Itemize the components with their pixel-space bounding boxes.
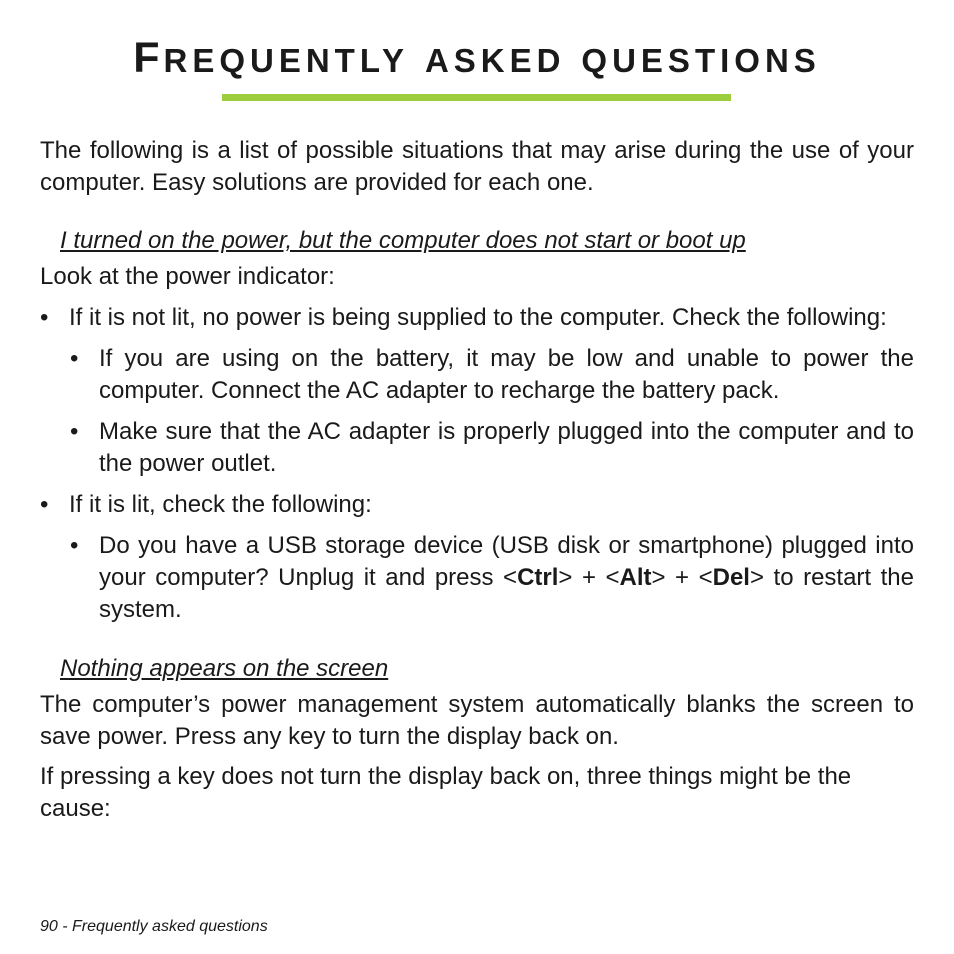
list-item-usb	[40, 530, 914, 626]
title-word-3: QUESTIONS	[581, 42, 821, 79]
intro-paragraph: The following is a list of possible situations that may arise during the use of your computer. Easy solutions are provided for each one.	[40, 137, 914, 196]
list-item-adapter	[40, 416, 914, 480]
key-separator: > + <	[651, 564, 713, 591]
section-heading-power: I turned on the power, but the computer does not start or boot up	[60, 227, 746, 254]
list-item-battery	[40, 343, 914, 407]
bullet-marker: •	[70, 532, 79, 559]
section-heading-screen: Nothing appears on the screen	[60, 655, 389, 682]
bullet-marker: •	[40, 491, 49, 518]
bullet-marker: •	[70, 418, 79, 445]
list-item-text: If it is lit, check the following:	[69, 491, 372, 518]
bullet-marker: •	[70, 345, 79, 372]
page-content	[40, 135, 914, 825]
bullet-marker: •	[40, 304, 49, 331]
list-item-is-lit	[40, 489, 914, 521]
list-item-not-lit	[40, 302, 914, 334]
list-item-text: If it is not lit, no power is being supplied to the computer. Check the following:	[69, 304, 887, 331]
key-del: Del	[712, 564, 750, 591]
usb-text-start: Do you have a USB storage device (USB disk or smartphone) plugged into your computer? Unplug it and press <	[99, 532, 914, 591]
list-item-text: Make sure that the AC adapter is properly plugged into the computer and to the power outlet.	[99, 418, 914, 477]
page-title	[0, 30, 954, 89]
power-lead-text: Look at the power indicator:	[40, 263, 335, 290]
list-item-text: If you are using on the battery, it may be low and unable to power the computer. Connect the AC adapter to recharge the battery pack.	[99, 345, 914, 404]
title-word-1-rest: REQUENTLY	[163, 42, 409, 79]
page-footer: 90 - Frequently asked questions	[40, 918, 268, 935]
title-word-2: ASKED	[424, 42, 566, 79]
power-bullet-list	[40, 302, 914, 626]
title-underline-rule	[222, 94, 731, 101]
usb-text-end: > to restart the system.	[99, 564, 914, 623]
key-alt: Alt	[619, 564, 652, 591]
screen-paragraph-1: The computer’s power management system automatically blanks the screen to save power. Press any key to turn the display back on.	[40, 691, 914, 750]
key-ctrl: Ctrl	[517, 564, 559, 591]
key-separator: > + <	[558, 564, 620, 591]
screen-paragraph-2: If pressing a key does not turn the display back on, three things might be the cause:	[40, 763, 852, 822]
title-initial: F	[133, 34, 164, 82]
list-item-text	[99, 532, 914, 623]
